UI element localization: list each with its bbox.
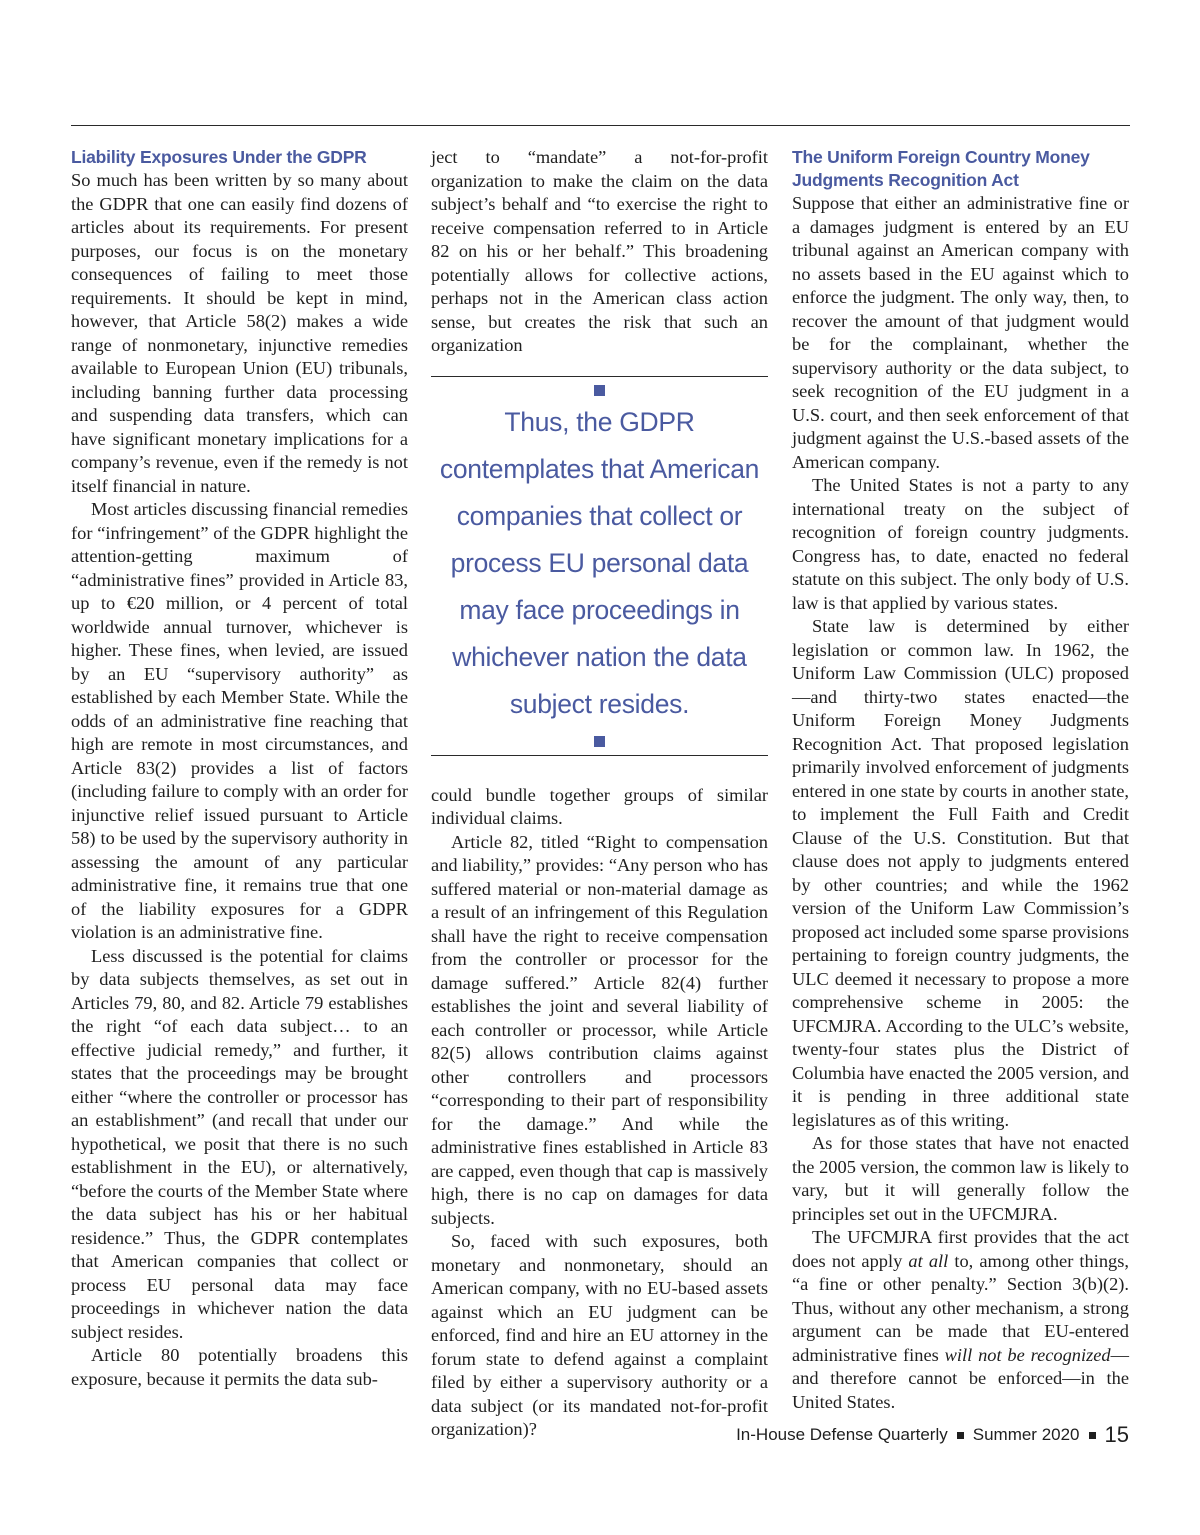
text-run: —and therefore cannot be enforced—in the United States.: [792, 1344, 1129, 1412]
section-heading-liability: Liability Exposures Under the GDPR: [71, 147, 367, 167]
pull-quote-text: Thus, the GDPR contemplates that American companies that collect or process EU personal data may face proceedings in whichever nation the data subject resides.: [439, 406, 760, 719]
publication-name: In-House Defense Quarterly: [736, 1425, 948, 1444]
square-separator-icon: [1089, 1432, 1096, 1439]
pull-quote: [431, 376, 768, 756]
square-separator-icon: [957, 1432, 964, 1439]
column-3: [792, 146, 1129, 1414]
paragraph: ject to “mandate” a not-for-profit organization to make the claim on the data subject’s behalf and “to exercise the right to receive compensation referred to in Article 82 on his or her behalf.” This broadening potentially allows for collective actions, perhaps not in the American class action sense, but creates the risk that such an organization: [431, 147, 768, 355]
paragraph: The United States is not a party to any international treaty on the subject of recognition of foreign country judgments. Congress has, to date, enacted no federal statute on this subject. The only body of U.S. law is that applied by various states.: [792, 475, 1129, 613]
column-1: [71, 146, 408, 1391]
paragraph: Most articles discussing financial remedies for “infringement” of the GDPR highlight the attention-getting maximum of “administrative fines” provided in Article 83, up to €20 million, or 4 percent of total worldwide annual turnover, whichever is higher. These fines, when levied, are issued by an EU “supervisory authority” as established by each Member State. While the odds of an administrative fine reaching that high are remote in most circumstances, and Article 83(2) provides a list of factors (including failure to comply with an order for injunctive relief issued pursuant to Article 58) to be used by the supervisory authority in assessing the amount of any particular administrative fine, it remains true that one of the liability exposures for a GDPR violation is an administrative fine.: [71, 499, 408, 942]
paragraph: State law is determined by either legislation or common law. In 1962, the Uniform Law Commission (ULC) proposed—and thirty-two states enacted—the Uniform Foreign Money Judgments Recognition Act. That proposed legislation primarily involved enforcement of judgments entered in one state by courts in another state, to implement the Full Faith and Credit Clause of the U.S. Constitution. But that clause does not apply to judgments entered by other countries; and while the 1962 version of the Uniform Law Commission’s proposed act included some sparse provisions pertaining to foreign country judgments, the ULC deemed it necessary to propose a more comprehensive scheme in 2005: the UFCMJRA. According to the ULC’s website, twenty-four states plus the District of Columbia have enacted the 2005 version, and it is pending in three additional state legislatures as of this writing.: [792, 616, 1129, 1130]
column-2: [431, 146, 768, 1442]
top-rule: [71, 125, 1130, 126]
page-number: 15: [1104, 1422, 1129, 1447]
page-footer: [736, 1422, 1129, 1448]
square-bullet-icon: [594, 385, 605, 396]
emphasis-text: at all: [908, 1250, 949, 1271]
emphasis-text: will not be recognized: [944, 1344, 1111, 1365]
paragraph: [792, 1226, 1129, 1414]
text-run: to, among other things, “a fine or other penalty.” Section 3(b)(2). Thus, without any other mechanism, a strong argument can be made that EU-entered administrative fines: [792, 1250, 1129, 1365]
paragraph: Suppose that either an administrative fine or a damages judgment is entered by an EU tribunal against an American company with no assets based in the EU against which to enforce the judgment. The only way, then, to recover the amount of that judgment would be for the complainant, whether the supervisory authority or the data subject, to seek recognition of the EU judgment in a U.S. court, and then seek enforcement of that judgment against the U.S.-based assets of the American company.: [792, 193, 1129, 472]
paragraph: could bundle together groups of similar individual claims.: [431, 784, 768, 828]
paragraph: So much has been written by so many about the GDPR that one can easily find dozens of articles about its requirements. For present purposes, our focus is on the monetary consequences of failing to meet those requirements. It should be kept in mind, however, that Article 58(2) makes a wide range of nonmonetary, injunctive remedies available to European Union (EU) tribunals, including banning further data processing and suspending data transfers, which can have significant monetary implications for a company’s revenue, even if the remedy is not itself financial in nature.: [71, 170, 408, 496]
paragraph: Less discussed is the potential for claims by data subjects themselves, as set out in Articles 79, 80, and 82. Article 79 establishes the right “of each data subject… to an effective judicial remedy,” and further, it states that the proceedings may be brought either “where the controller or processor has an establishment” (and recall that under our hypothetical, we posit that there is no such establishment in the EU), or alternatively, “before the courts of the Member State where the data subject has his or her habitual residence.” Thus, the GDPR contemplates that American companies that collect or process EU personal data may face proceedings in whichever nation the data subject resides.: [71, 945, 408, 1342]
issue-date: Summer 2020: [972, 1425, 1080, 1444]
paragraph: As for those states that have not enacted the 2005 version, the common law is likely to vary, but it will generally follow the principles set out in the UFCMJRA.: [792, 1133, 1129, 1224]
section-heading-ufcmjra: The Uniform Foreign Country Money Judgments Recognition Act: [792, 147, 1090, 190]
paragraph: So, faced with such exposures, both monetary and nonmonetary, should an American company, with no EU-based assets against which an EU judgment can be enforced, find and hire an EU attorney in the forum state to defend against a complaint filed by either a supervisory authority or a data subject (or its mandated not-for-profit organization)?: [431, 1231, 768, 1439]
square-bullet-icon: [594, 736, 605, 747]
text-run: The UFCMJRA first provides that the act does not apply: [792, 1227, 1129, 1271]
pull-quote-top-rule: [431, 376, 768, 377]
paragraph: Article 82, titled “Right to compensation and liability,” provides: “Any person who has suffered material or non-material damage as a result of an infringement of this Regulation shall have the right to receive compensation from the controller or processor for the damage suffered.” Article 82(4) further establishes the joint and several liability of each controller or processor, while Article 82(5) allows contribution claims against other controllers and processors “corresponding to their part of responsibility for the damage.” And while the administrative fines established in Article 83 are capped, even though that cap is massively high, there is no cap on damages for data subjects.: [431, 831, 768, 1228]
paragraph: Article 80 potentially broadens this exposure, because it permits the data sub-: [71, 1345, 408, 1389]
